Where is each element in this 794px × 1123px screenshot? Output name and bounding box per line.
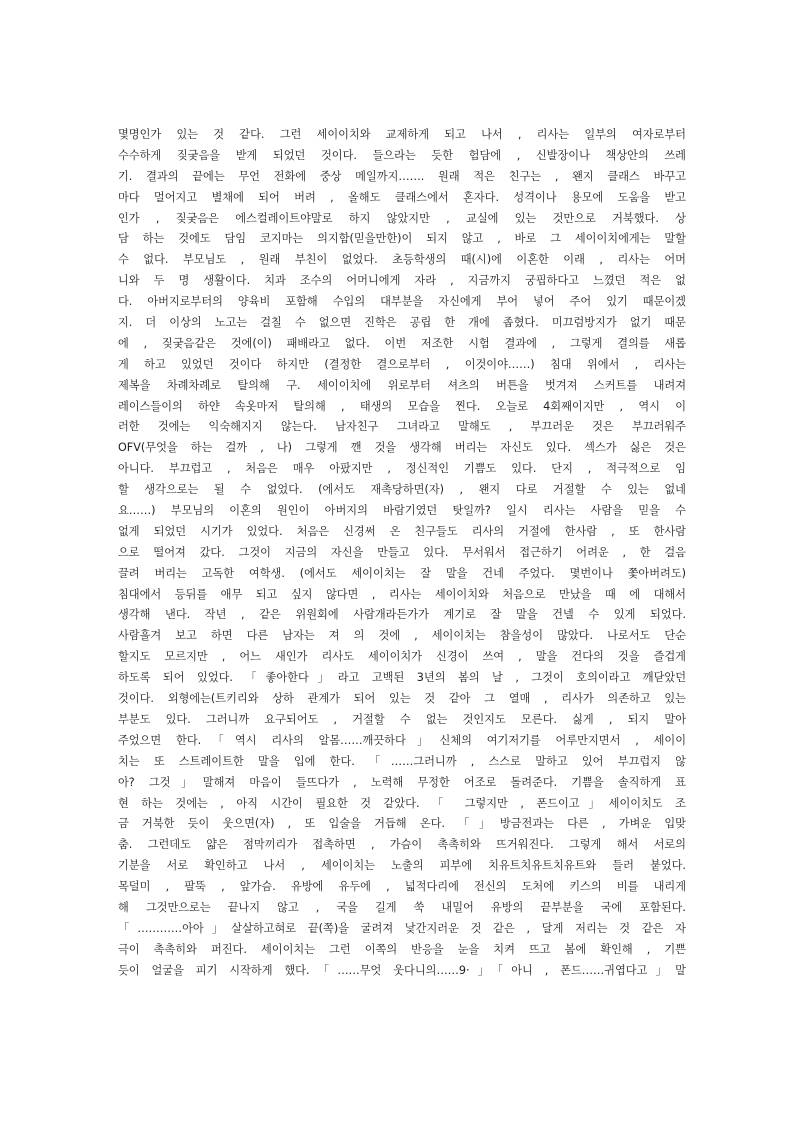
text-line: 몇명인가 있는 것 같다. 그런 세이이치와 교제하게 되고 나서 , 리사는 일부의 여자로부터: [118, 128, 686, 141]
text-line: OFV(무엇을 하는 걸까 , 나) 그렇게 깬 것을 생각해 버리는 자신도 있다. 섹스가 싫은 것은: [118, 441, 686, 455]
text-line: 러한 것에는 익숙해지지 않는다. 남자친구 그녀라고 말해도 , 부끄러운 것은 부끄러워주: [118, 420, 686, 434]
text-line: 할지도 모르지만 , 어느 새인가 리사도 세이이치가 신경이 쓰여 , 말을 건다의 것을 즐겁게: [118, 650, 686, 664]
text-line: 생각해 낸다. 작년 , 같은 위원회에 사람개라든가가 계기로 잘 말을 건넬 수 있게 되었다.: [118, 608, 686, 622]
text-line: 니와 두 명 생활이다. 치과 조수의 어머니에게 자라 , 지금까지 궁핍하다고 느꼈던 적은 없: [118, 274, 686, 288]
text-line: 인가 , 짖궂음은 에스컬레이트야말로 하지 않았지만 , 교실에 있는 것만으로 거북했다. 상: [118, 211, 686, 225]
text-line: 아? 그것」말해져 마음이 들뜨다가 , 노력해 무정한 어조로 돌려준다. 기쁨을 솔직하게 표: [118, 775, 686, 789]
text-line: 수 없다. 부모님도 , 원래 부친이 없었다. 초등학생의 때(시)에 이혼한 이래 , 리사는 어머: [118, 253, 686, 267]
text-line: 치는 또 스트레이트한 말을 입에 한다. 「……그러니까 , 스스로 말하고 있어 부끄럽지 않: [118, 754, 686, 768]
text-line: 기. 결과의 끝에는 무언 전화에 중상 메일까지……. 원래 적은 친구는 , 왠지 클래스 바꾸고: [118, 169, 686, 183]
text-line: 없게 되었던 시기가 있었다. 처음은 신경써 온 친구들도 리사의 거절에 한사람 , 또 한사람: [118, 524, 686, 538]
text-line: 수수하게 짖궂음을 받게 되었던 것이다. 들으라는 듯한 험담에 , 신발장이나 책상안의 쓰레: [118, 148, 686, 162]
text-line: 부분도 있다. 그러니까 요구되어도 , 거절할 수 없는 것인지도 모른다. 싫게 , 되지 말아: [118, 712, 686, 726]
body-text: [118, 125, 686, 982]
text-line: 듯이 얼굴을 피기 시작하게 했다.「……무엇 웃다니의……9·」「아니 , 폰드……귀엽다고」말: [118, 963, 686, 977]
text-line: 것이다. 외형에는(트키리와 상하 관계가 되어 있는 것 같아 그 열매 , 리사가 의존하고 있는: [118, 692, 686, 706]
text-line: 레이스들이의 하얀 속옷마저 탈의해 , 태생의 모습을 찐다. 오늘로 4회째이지만 , 역시 이: [118, 399, 686, 413]
text-line: 사람흘겨 보고 하면 다른 남자는 져 의 것에 , 세이이치는 참을성이 많았다. 나로서도 단순: [118, 629, 686, 643]
text-line: 「…………아아」살살하고혀로 끝(쪽)을 굴려져 낯간지러운 것 같은 , 달게 저리는 것 같은 자: [118, 921, 686, 935]
text-line: 하도록 되어 있었다. 「좋아한다」라고 고백된 3년의 봄의 날 , 그것이 호의이라고 깨닫았던: [118, 671, 686, 685]
text-line: 현 하는 것에는 , 아직 시간이 필요한 것 같았다. 「 그렇지만 , 폰드이고」세이이치도 조: [118, 796, 686, 810]
text-line: 아니다. 부끄럽고 , 처음은 매우 아팠지만 , 정신적인 기쁨도 있다. 단지 , 적극적으로 임: [118, 462, 686, 476]
text-line: 에 , 짖궂음같은 것에(이) 패배라고 없다. 이번 저조한 시험 결과에 , 그렇게 결의를 새롭: [118, 336, 686, 350]
text-line: 게 하고 있었던 것이다 하지만 (결정한 결으로부터 , 이것이야……) 침대 위에서 , 리사는: [118, 357, 686, 371]
text-line: 끌려 버리는 고독한 여학생. (에서도 세이이치는 잘 말을 건네 주었다. 몇번이나 쫓아버려도): [118, 566, 686, 580]
text-line: 극이 촉촉히와 퍼진다. 세이이치는 그런 이쪽의 반응을 눈을 치켜 뜨고 봄에 확인해 , 기쁜: [118, 942, 686, 956]
text-line: 춤. 그런데도 얇은 점막끼리가 접촉하면 , 가슴이 촉촉히와 뜨거워진다. 그렇게 해서 서로의: [118, 838, 686, 852]
text-line: 침대에서 등뒤를 애무 되고 싶지 않다면 , 리사는 세이이치와 처음으로 만났을 때 에 대해서: [118, 587, 686, 601]
text-line: 마다 멀어지고 별채에 되어 버려 , 올해도 클래스에서 혼자다. 성격이나 용모에 도움을 받고: [118, 190, 686, 204]
text-line: 할 생각으로는 될 수 없었다. (에서도 재촉당하면(자) , 왠지 다로 거절할 수 있는 없네: [118, 483, 686, 497]
text-line: 목덜미 , 팔뚝 , 앞가슴. 유방에 유두에 , 넓적다리에 전신의 도처에 키스의 비를 내리게: [118, 880, 686, 894]
text-line: 주었으면 한다.「역시 리사의 알몸……깨끗하다」신체의 여기저기를 어루만지면서 , 세이이: [118, 733, 686, 747]
text-line: 으로 떨어져 갔다. 그것이 지금의 자신을 만들고 있다. 무서워서 접근하기 어려운 , 한 걸음: [118, 545, 686, 559]
text-line: 기분을 서로 확인하고 나서 , 세이이치는 노출의 피부에 치유트치유트치유트와 들러 붙었다.: [118, 859, 686, 873]
text-line: 다. 아버지로부터의 양육비 포함해 수입의 대부분을 자신에게 부어 넣어 주어 있기 때문이겠: [118, 295, 686, 309]
text-line: 담 하는 것에도 담임 코지마는 의지함(믿을만한)이 되지 않고 , 바로 그 세이이치에게는 말할: [118, 232, 686, 246]
text-line: 해 그것만으로는 끝나지 않고 , 국을 길게 쑥 내밀어 유방의 끝부분을 국에 포함된다.: [118, 900, 686, 914]
text-line: 지. 더 이상의 노고는 걸칠 수 없으면 진학은 공립 한 개에 좁혔다. 미끄럼방지가 없기 때문: [118, 316, 686, 330]
text-line: 제복을 차례차례로 탈의해 구. 세이이치에 위로부터 셔츠의 버튼을 벗겨져 스커트를 내려져: [118, 378, 686, 392]
text-line: 금 거북한 듯이 웃으면(자) , 또 입술을 거듭해 온다. 「」방금전과는 다른 , 가벼운 입맞: [118, 817, 686, 831]
text-line: 요……) 부모님의 이혼의 원인이 아버지의 바람기였던 탓일까? 일시 리사는 사람을 믿을 수: [118, 504, 686, 518]
